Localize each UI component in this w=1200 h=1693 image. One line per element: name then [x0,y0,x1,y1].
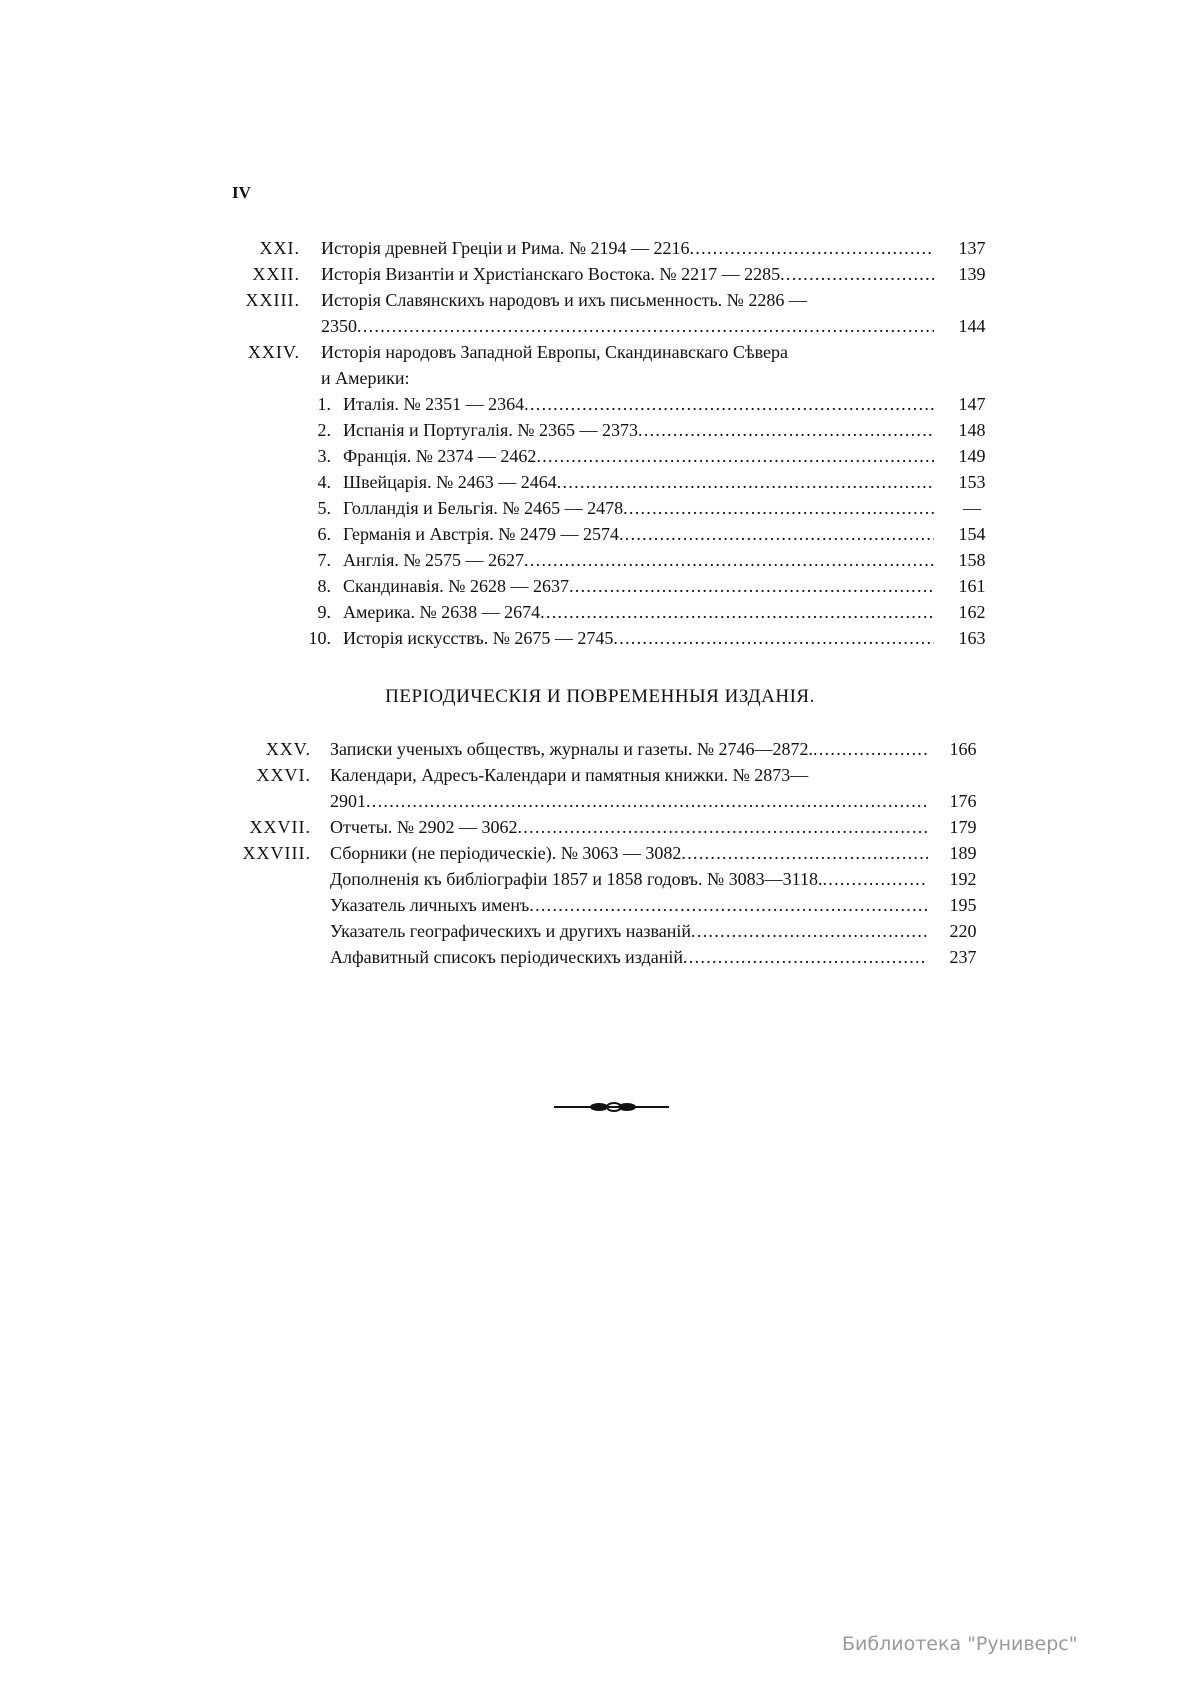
toc-entry [343,469,934,495]
toc-entry [343,443,934,469]
entry-title: Исторія древней Греціи и Рима. № 2194 — 2216 [321,238,690,258]
roman-numeral: XXVII. [249,817,311,837]
dot-leader [557,469,934,495]
toc-entry [330,788,928,814]
roman-numeral: XXI. [259,238,300,258]
watermark: Библиотека "Руниверс" [842,1633,1078,1655]
toc-entry [321,365,934,391]
page-ref: 148 [958,420,986,440]
page-ref: 189 [949,843,977,863]
page-ref: 158 [958,550,986,570]
page-ref: 154 [958,524,986,544]
roman-numeral: XXV. [265,739,311,759]
dot-leader [569,573,934,599]
toc-entry [330,736,928,762]
toc-entry [343,599,934,625]
item-number: 5. [317,498,331,518]
entry-title: Сборники (не періодическіе). № 3063 — 3082 [330,843,682,863]
page-ref: 139 [958,264,986,284]
dot-leader [529,892,928,918]
page-number: IV [232,183,251,202]
toc-entry [343,417,934,443]
ornament-divider [554,1100,669,1114]
toc-entry [321,261,934,287]
roman-numeral: XXIII. [245,290,300,310]
roman-numeral: XXII. [252,264,300,284]
page-ref: 137 [958,238,986,258]
dot-leader [536,443,934,469]
dot-leader [619,521,934,547]
item-number: 7. [317,550,331,570]
toc-entry [321,339,934,365]
page-ref: — [963,498,981,518]
toc-entry [343,625,934,651]
item-number: 3. [317,446,331,466]
page-ref: 220 [949,921,977,941]
toc-entry [343,521,934,547]
item-number: 9. [317,602,331,622]
entry-title: Записки ученыхъ обществъ, журналы и газеты. № 2746—2872. [330,739,813,759]
item-number: 1. [317,394,331,414]
entry-title: Указатель географическихъ и другихъ названій [330,921,692,941]
item-number: 4. [317,472,331,492]
dot-leader [357,313,934,339]
entry-title: Отчеты. № 2902 — 3062 [330,817,518,837]
roman-numeral: XXVIII. [242,843,311,863]
dot-leader [683,944,928,970]
dot-leader [540,599,934,625]
entry-title: и Америки: [321,368,410,388]
entry-title: Испанія и Португалія. № 2365 — 2373 [343,420,639,440]
section-heading: ПЕРІОДИЧЕСКІЯ И ПОВРЕМЕННЫЯ ИЗДАНІЯ. [385,686,815,707]
page-ref: 163 [958,628,986,648]
toc-entry [343,391,934,417]
entry-title: Америка. № 2638 — 2674 [343,602,541,622]
entry-title: Англія. № 2575 — 2627 [343,550,525,570]
page-ref: 166 [949,739,977,759]
entry-title: Исторія народовъ Западной Европы, Скандинавскаго Сѣвера [321,342,788,362]
page-ref: 161 [958,576,986,596]
entry-title: Исторія Славянскихъ народовъ и ихъ письменность. № 2286 — [321,290,807,310]
toc-entry [343,573,934,599]
entry-title: Франція. № 2374 — 2462 [343,446,537,466]
toc-entry [330,814,928,840]
page-ref: 144 [958,316,986,336]
dot-leader [822,866,928,892]
entry-title: 2901 [330,791,366,811]
page-ref: 237 [949,947,977,967]
dot-leader [813,736,928,762]
roman-numeral: XXIV. [247,342,300,362]
entry-title: Скандинавія. № 2628 — 2637 [343,576,569,596]
toc-entry [321,287,934,313]
entry-title: Указатель личныхъ именъ [330,895,530,915]
entry-title: Италія. № 2351 — 2364 [343,394,525,414]
entry-title: Календари, Адресъ-Календари и памятныя книжки. № 2873— [330,765,809,785]
toc-entry [330,892,928,918]
toc-entry [343,547,934,573]
toc-entry [330,762,928,788]
page-ref: 179 [949,817,977,837]
dot-leader [613,625,934,651]
dot-leader [366,788,928,814]
dot-leader [638,417,934,443]
toc-entry [321,235,934,261]
toc-entry [330,918,928,944]
entry-title: Исторія искусствъ. № 2675 — 2745 [343,628,614,648]
dot-leader [524,391,934,417]
page-ref: 195 [949,895,977,915]
toc-entry [330,840,928,866]
page-ref: 149 [958,446,986,466]
dot-leader [524,547,934,573]
dot-leader [518,814,928,840]
toc-entry [330,944,928,970]
dot-leader [690,235,934,261]
page-ref: 147 [958,394,986,414]
toc-entry [330,866,928,892]
entry-title: Исторія Византіи и Христіанскаго Востока. № 2217 — 2285 [321,264,781,284]
item-number: 2. [317,420,331,440]
entry-title: Дополненія къ библіографіи 1857 и 1858 годовъ. № 3083—3118. [330,869,823,889]
page-ref: 153 [958,472,986,492]
page-ref: 176 [949,791,977,811]
item-number: 10. [308,628,331,648]
dot-leader [691,918,928,944]
toc-entry [321,313,934,339]
entry-title: Голландія и Бельгія. № 2465 — 2478 [343,498,624,518]
dot-leader [623,495,934,521]
item-number: 6. [317,524,331,544]
toc-entry [343,495,934,521]
dot-leader [681,840,928,866]
entry-title: Германія и Австрія. № 2479 — 2574 [343,524,619,544]
entry-title: Алфавитный списокъ періодическихъ изданій [330,947,683,967]
entry-title: 2350 [321,316,357,336]
roman-numeral: XXVI. [256,765,311,785]
entry-title: Швейцарія. № 2463 — 2464 [343,472,557,492]
dot-leader [780,261,934,287]
item-number: 8. [317,576,331,596]
page-ref: 192 [949,869,977,889]
page-ref: 162 [958,602,986,622]
